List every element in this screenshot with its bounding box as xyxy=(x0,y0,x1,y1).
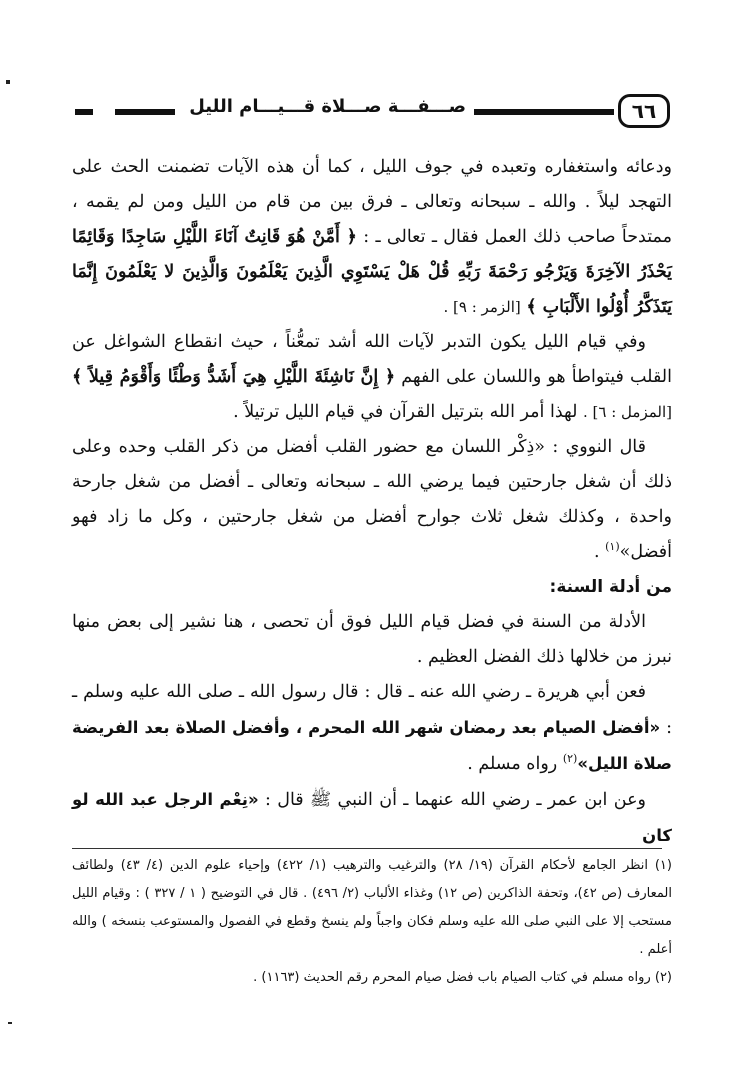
paragraph xyxy=(72,325,672,430)
paragraph: قال النووي : «ذِكْر اللسان مع حضور القلب أفضل من ذكر القلب وحده وعلى ذلك أن شغل جارحتين فيما يرضي الله ـ سبحانه وتعالى ـ أفضل من شغل جارحة واحدة ، وكذلك شغل ثلاث جوارح أفضل من شغل جارحتين ، وكل ما زاد فهو أفضل»$^{(١)}$ . xyxy=(72,437,672,562)
footnote-ref: (٢) xyxy=(562,752,578,766)
paragraph xyxy=(72,150,672,325)
running-header xyxy=(75,92,670,132)
verse-reference: [المزمل : ٦] . xyxy=(583,403,672,421)
quran-verse: ﴿ إِنَّ نَاشِئَةَ اللَّيْلِ هِيَ أَشَدُّ وَطْئًا وَأَقْوَمُ قِيلاً ﴾ xyxy=(72,367,396,387)
hadith-text: «نِعْم الرجل عبد الله لو كان xyxy=(72,790,672,845)
footnote-divider xyxy=(72,848,662,849)
footnote-1: (١) انظر الجامع لأحكام القرآن (١٩/ ٢٨) والترغيب والترهيب (١/ ٤٢٢) وإحياء علوم الدين (٤/ ٤٣) ولطائف المعارف (ص ٤٢)، وتحفة الذاكرين (ص ١٢) وغذاء الألباب (٢/ ٤٩٦) . قال في التوضيح ( ١ / ٣٢٧ ) : وقيام الليل مستحب إلا على النبي صلى الله عليه وسلم فكان واجباً ولم ينسخ وقطع في الفصول والمستوعب بنسخه ) والله أعلم . xyxy=(72,858,672,957)
body-text xyxy=(72,150,672,854)
text: وفي قيام الليل يكون التدبر لآيات الله أشد تمعُّناً ، حيث انقطاع الشواغل عن القلب فيتواطأ هو واللسان على الفهم xyxy=(72,332,672,387)
quote: قال النووي : «ذِكْر اللسان مع حضور القلب أفضل من ذكر القلب وحده وعلى ذلك أن شغل جارحتين فيما يرضي الله ـ سبحانه وتعالى ـ أفضل من شغل جارحة واحدة ، وكذلك شغل ثلاث جوارح أفضل من شغل جارحتين ، وكل ما زاد فهو أفضل» xyxy=(72,437,672,562)
footnotes xyxy=(72,852,672,992)
paragraph: الأدلة من السنة في فضل قيام الليل فوق أن تحصى ، هنا نشير إلى بعض منها نبرز من خلالها ذلك الفضل العظيم . xyxy=(72,612,672,667)
header-ornament xyxy=(115,109,175,115)
paragraph xyxy=(72,782,672,854)
header-ornament xyxy=(474,109,614,115)
text: ودعائه واستغفاره وتعبده في جوف الليل ، كما أن هذه الآيات تضمنت الحث على التهجد ليلاً . والله ـ سبحانه وتعالى ـ فرق بين من قام من الليل ومن لم يقمه ، ممتدحاً صاحب ذلك العمل فقال ـ تعالى ـ : xyxy=(72,157,672,247)
text: وعن ابن عمر ـ رضي الله عنهما ـ أن النبي ﷺ قال : xyxy=(265,790,646,810)
text: رواه مسلم . xyxy=(467,754,558,774)
chapter-title: صـــفـــة صـــلاة قـــيـــام الليل xyxy=(185,96,470,117)
section-heading: من أدلة السنة: xyxy=(549,577,672,597)
quran-verse: ﴿ أَمَّنْ هُوَ قَانِتٌ آنَاءَ اللَّيْلِ سَاجِدًا وَقَائِمًا يَحْذَرُ الآخِرَةَ وَيَرْجُو رَحْمَةَ رَبِّهِ قُلْ هَلْ يَسْتَوِي الَّذِينَ يَعْلَمُونَ وَالَّذِينَ لا يَعْلَمُونَ إِنَّمَا يَتَذَكَّرُ أُوْلُوا الأَلْبَابِ ﴾ xyxy=(72,227,672,317)
paragraph xyxy=(72,675,672,782)
text: فعن أبي هريرة ـ رضي الله عنه ـ قال : قال رسول الله ـ صلى الله عليه وسلم ـ : xyxy=(72,682,672,738)
scan-mark xyxy=(6,80,10,84)
page-number: ٦٦ xyxy=(618,94,670,128)
text: لهذا أمر الله بترتيل القرآن في قيام الليل ترتيلاً . xyxy=(233,402,578,422)
scan-mark xyxy=(8,1022,12,1024)
hadith-text: «أفضل الصيام بعد رمضان شهر الله المحرم ، وأفضل الصلاة بعد الفريضة صلاة الليل» xyxy=(72,718,672,773)
footnote-ref: (١) xyxy=(605,540,620,554)
header-ornament xyxy=(75,109,93,115)
verse-reference: [الزمر : ٩] . xyxy=(443,298,521,316)
footnote-2: (٢) رواه مسلم في كتاب الصيام باب فضل صيام المحرم رقم الحديث (١١٦٣) . xyxy=(253,970,672,985)
